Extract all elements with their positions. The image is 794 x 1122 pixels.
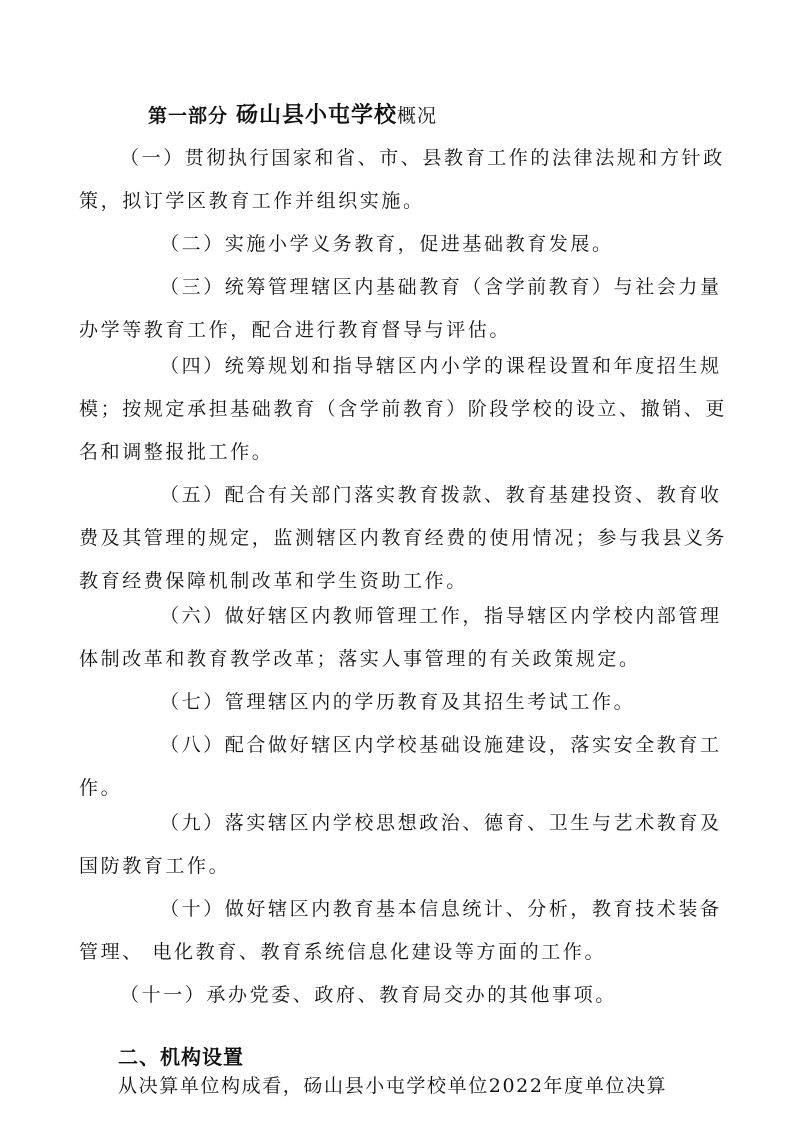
item-8-line-2: 作。 bbox=[79, 777, 123, 799]
item-6-line-2: 体制改革和教育教学改革；落实人事管理的有关政策规定。 bbox=[79, 648, 641, 670]
item-4-line-3: 名和调整报批工作。 bbox=[79, 441, 274, 463]
item-4-line-1: （四）统筹规划和指导辖区内小学的课程设置和年度招生规 bbox=[160, 355, 722, 377]
title-part: 第一部分 bbox=[148, 105, 229, 127]
item-3-line-2: 办学等教育工作，配合进行教育督导与评估。 bbox=[79, 319, 512, 341]
item-7-line-1: （七）管理辖区内的学历教育及其招生考试工作。 bbox=[160, 691, 636, 713]
item-9-line-2: 国防教育工作。 bbox=[79, 855, 231, 877]
item-1-line-2: 策，拟订学区教育工作并组织实施。 bbox=[79, 190, 425, 212]
item-10-line-2: 管理、 电化教育、教育系统信息化建设等方面的工作。 bbox=[79, 941, 607, 963]
item-1-line-1: （一）贯彻执行国家和省、市、县教育工作的法律法规和方针政 bbox=[120, 147, 725, 169]
title-suffix: 概况 bbox=[397, 105, 438, 127]
item-2-line-1: （二）实施小学义务教育，促进基础教育发展。 bbox=[160, 233, 614, 255]
item-11-line-1: （十一）承办党委、政府、教育局交办的其他事项。 bbox=[120, 984, 617, 1006]
item-8-line-1: （八）配合做好辖区内学校基础设施建设，落实安全教育工 bbox=[160, 734, 722, 756]
item-4-line-2: 模；按规定承担基础教育（含学前教育）阶段学校的设立、撤销、更 bbox=[79, 398, 728, 420]
item-5-line-3: 教育经费保障机制改革和学生资助工作。 bbox=[79, 570, 468, 592]
item-6-line-1: （六）做好辖区内教师管理工作，指导辖区内学校内部管理 bbox=[160, 605, 722, 627]
item-10-line-1: （十）做好辖区内教育基本信息统计、分析，教育技术装备 bbox=[160, 898, 722, 920]
item-3-line-1: （三）统筹管理辖区内基础教育（含学前教育）与社会力量 bbox=[160, 276, 722, 298]
item-9-line-1: （九）落实辖区内学校思想政治、德育、卫生与艺术教育及 bbox=[160, 812, 722, 834]
section-2-text: 从决算单位构成看，砀山县小屯学校单位2022年度单位决算 bbox=[118, 1075, 668, 1097]
item-5-line-1: （五）配合有关部门落实教育拨款、教育基建投资、教育收 bbox=[160, 484, 722, 506]
title-school: 砀山县小屯学校 bbox=[236, 103, 398, 128]
item-5-line-2: 费及其管理的规定，监测辖区内教育经费的使用情况；参与我县义务 bbox=[79, 527, 728, 549]
section-heading-org: 二、机构设置 bbox=[118, 1045, 244, 1069]
page-title bbox=[148, 101, 437, 132]
